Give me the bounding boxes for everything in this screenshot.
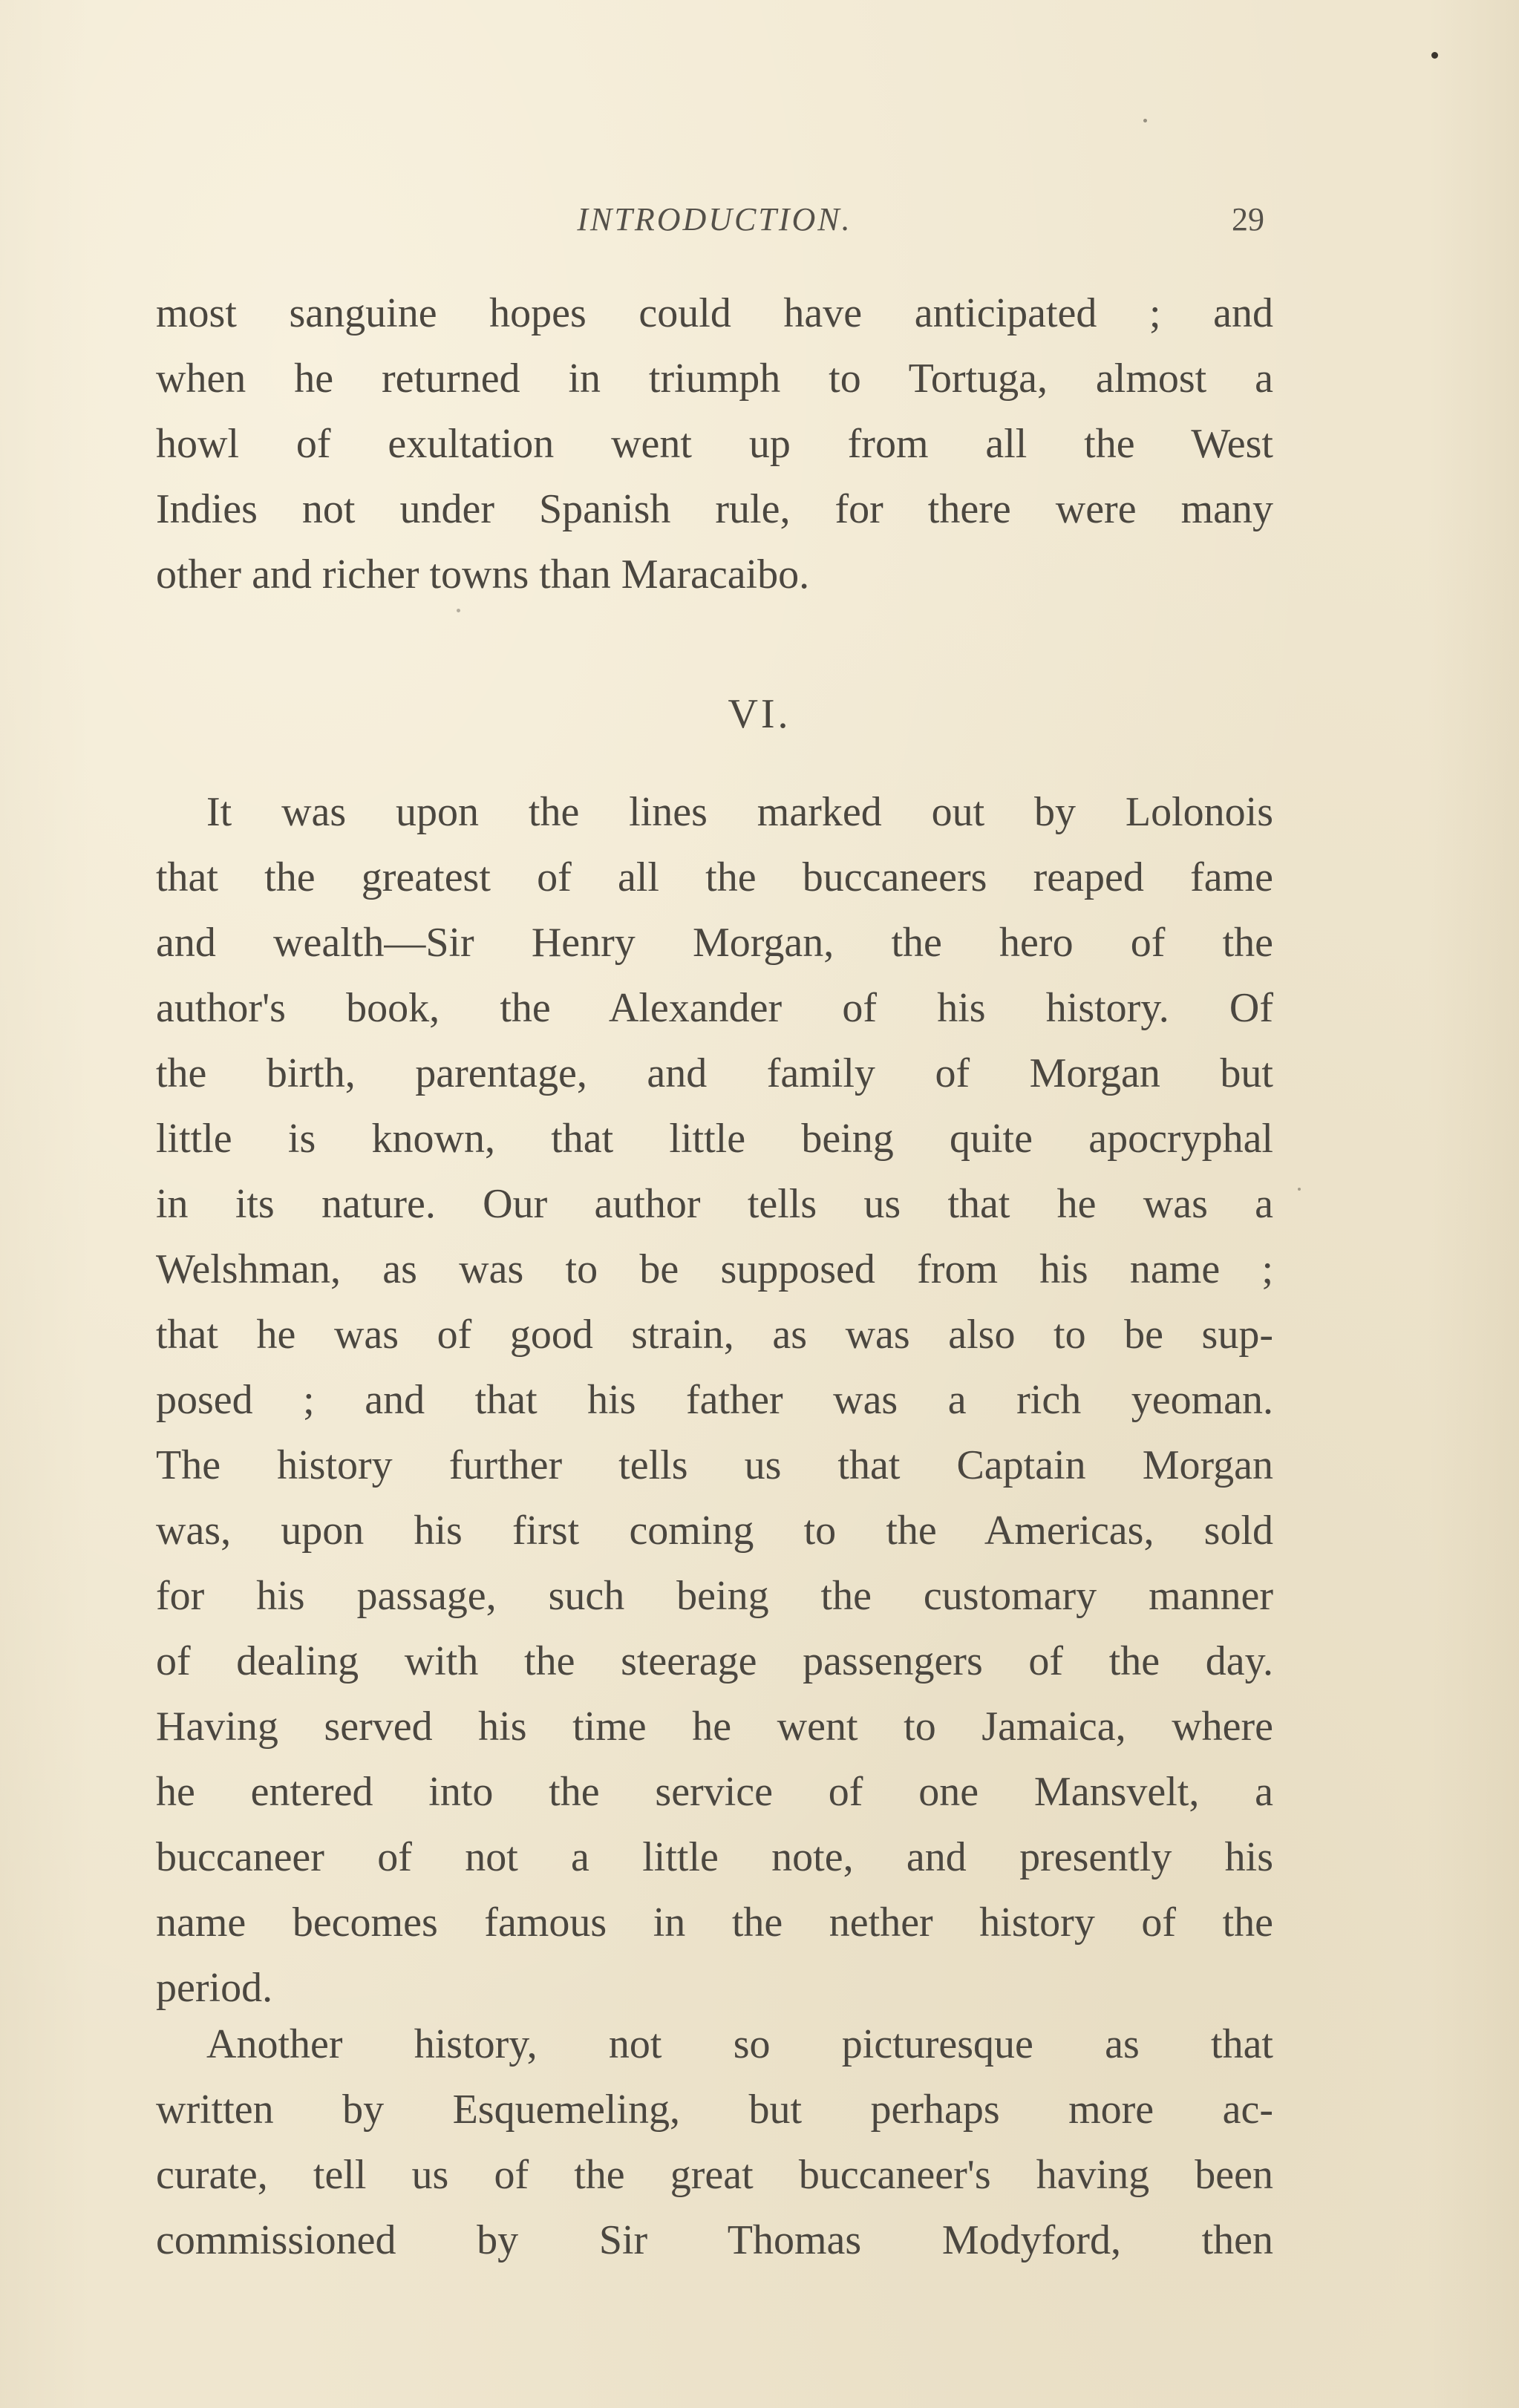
text-line: name becomes famous in the nether history of the — [156, 1900, 1273, 1946]
text-line: and wealth—Sir Henry Morgan, the hero of the — [156, 920, 1273, 966]
ink-speck — [457, 609, 460, 612]
text-line: for his passage, such being the customary manner — [156, 1573, 1273, 1619]
text-line: when he returned in triumph to Tortuga, almost a — [156, 356, 1273, 402]
text-line: that he was of good strain, as was also to be sup- — [156, 1312, 1273, 1358]
ink-speck — [1431, 52, 1438, 59]
text-line: commissioned by Sir Thomas Modyford, then — [156, 2217, 1273, 2263]
text-line: written by Esquemeling, but perhaps more ac- — [156, 2087, 1273, 2133]
text-line: author's book, the Alexander of his history. Of — [156, 985, 1273, 1031]
text-line: buccaneer of not a little note, and presently his — [156, 1834, 1273, 1880]
paragraph-1 — [156, 281, 1273, 607]
text-line: Indies not under Spanish rule, for there were many — [156, 486, 1273, 532]
text-line: other and richer towns than Maracaibo. — [156, 552, 810, 598]
text-line: curate, tell us of the great buccaneer's having been — [156, 2152, 1273, 2198]
text-line: in its nature. Our author tells us that he was a — [156, 1181, 1273, 1227]
text-line: the birth, parentage, and family of Morgan but — [156, 1050, 1273, 1096]
text-line: was, upon his first coming to the Americas, sold — [156, 1508, 1273, 1554]
running-head — [156, 200, 1273, 252]
running-title: INTRODUCTION. — [577, 201, 852, 238]
page-number: 29 — [1232, 201, 1264, 238]
ink-speck — [1143, 119, 1147, 122]
text-line: Another history, not so picturesque as that — [206, 2021, 1273, 2067]
text-line: little is known, that little being quite apocryphal — [156, 1116, 1273, 1162]
text-line: It was upon the lines marked out by Lolonois — [206, 789, 1273, 835]
text-line: posed ; and that his father was a rich yeoman. — [156, 1377, 1273, 1423]
text-line: Welshman, as was to be supposed from his name ; — [156, 1246, 1273, 1292]
section-heading: VI. — [728, 691, 791, 737]
text-line: howl of exultation went up from all the West — [156, 421, 1273, 467]
text-line: period. — [156, 1965, 273, 2011]
paragraph-2 — [156, 779, 1273, 2021]
text-line: of dealing with the steerage passengers of the day. — [156, 1638, 1273, 1684]
text-line: The history further tells us that Captain Morgan — [156, 1442, 1273, 1488]
text-line: that the greatest of all the buccaneers reaped fame — [156, 854, 1273, 900]
text-line: he entered into the service of one Mansvelt, a — [156, 1769, 1273, 1815]
text-line: most sanguine hopes could have anticipated ; and — [156, 290, 1273, 336]
paragraph-3 — [156, 2012, 1273, 2273]
ink-speck — [1298, 1188, 1301, 1191]
text-line: Having served his time he went to Jamaica, where — [156, 1704, 1273, 1750]
